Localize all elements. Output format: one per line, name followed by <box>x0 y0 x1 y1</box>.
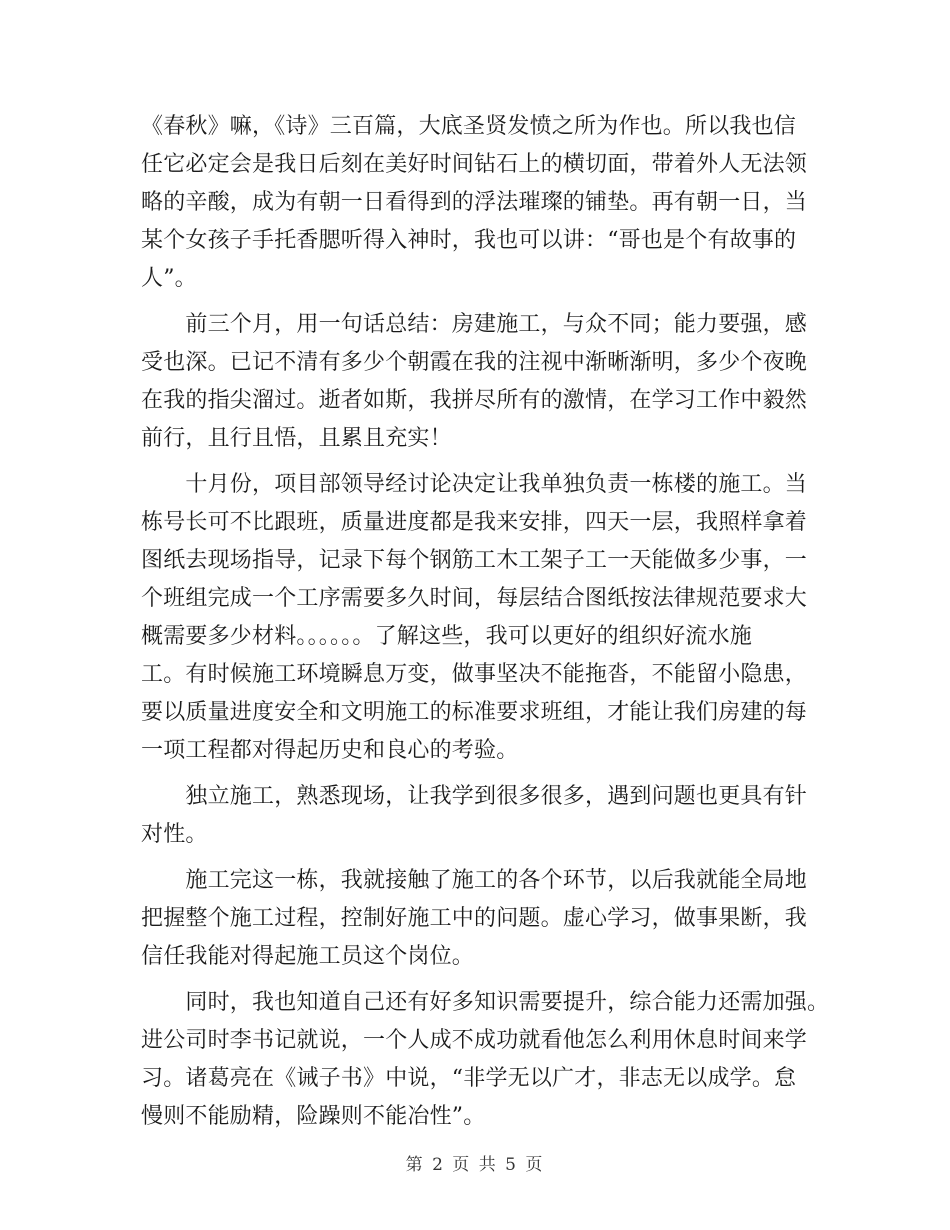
paragraph <box>141 306 808 458</box>
text-line: 前行，且行且悟，且累且充实！ <box>141 426 452 451</box>
paragraph <box>141 862 808 976</box>
text-line: 在我的指尖溜过。逝者如斯，我拼尽所有的激情，在学习工作中毅然 <box>141 388 808 413</box>
text-line: 某个女孩子手托香腮听得入神时，我也可以讲：“哥也是个有故事的 <box>141 228 797 253</box>
text-line: 前三个月，用一句话总结：房建施工，与众不同；能力要强，感 <box>141 312 808 337</box>
text-line: 《春秋》嘛，《诗》三百篇，大底圣贤发愤之所为作也。所以我也信 <box>141 114 797 139</box>
text-line: 对性。 <box>141 822 208 847</box>
text-line: 独立施工，熟悉现场，让我学到很多很多，遇到问题也更具有针 <box>141 784 808 809</box>
text-line: 习。诸葛亮在《诫子书》中说，“非学无以广才，非志无以成学。怠 <box>141 1066 797 1091</box>
text-line: 个班组完成一个工序需要多久时间，每层结合图纸按法律规范要求大 <box>141 586 808 611</box>
text-line: 进公司时李书记就说，一个人成不成功就看他怎么利用休息时间来学 <box>141 1028 808 1053</box>
text-line: 任它必定会是我日后刻在美好时间钻石上的横切面，带着外人无法领 <box>141 152 808 177</box>
text-line: 概需要多少材料。。。。。。了解这些，我可以更好的组织好流水施 <box>141 624 753 649</box>
text-line: 受也深。已记不清有多少个朝霞在我的注视中渐晰渐明，多少个夜晚 <box>141 350 808 375</box>
paragraph <box>141 984 830 1136</box>
text-line: 信任我能对得起施工员这个岗位。 <box>141 944 475 969</box>
paragraph <box>141 778 808 854</box>
text-line: 施工完这一栋，我就接触了施工的各个环节，以后我就能全局地 <box>141 868 808 893</box>
text-line: 图纸去现场指导，记录下每个钢筋工木工架子工一天能做多少事，一 <box>141 548 808 573</box>
page-number-footer: 第 2 页 共 5 页 <box>405 1155 545 1175</box>
text-line: 慢则不能励精，险躁则不能冶性”。 <box>141 1104 486 1129</box>
text-line: 同时，我也知道自己还有好多知识需要提升，综合能力还需加强。 <box>141 990 830 1015</box>
text-line: 栋号长可不比跟班，质量进度都是我来安排，四天一层，我照样拿着 <box>141 510 808 535</box>
paragraph <box>141 108 808 298</box>
document-body <box>141 108 830 1136</box>
text-line: 人”。 <box>141 266 197 291</box>
text-line: 一项工程都对得起历史和良心的考验。 <box>141 738 519 763</box>
text-line: 十月份，项目部领导经讨论决定让我单独负责一栋楼的施工。当 <box>141 472 808 497</box>
paragraph <box>141 466 808 770</box>
text-line: 略的辛酸，成为有朝一日看得到的浮法璀璨的铺垫。再有朝一日，当 <box>141 190 808 215</box>
text-line: 把握整个施工过程，控制好施工中的问题。虚心学习，做事果断，我 <box>141 906 808 931</box>
text-line: 要以质量进度安全和文明施工的标准要求班组，才能让我们房建的每 <box>141 700 808 725</box>
text-line: 工。有时候施工环境瞬息万变，做事坚决不能拖沓，不能留小隐患， <box>141 662 808 687</box>
